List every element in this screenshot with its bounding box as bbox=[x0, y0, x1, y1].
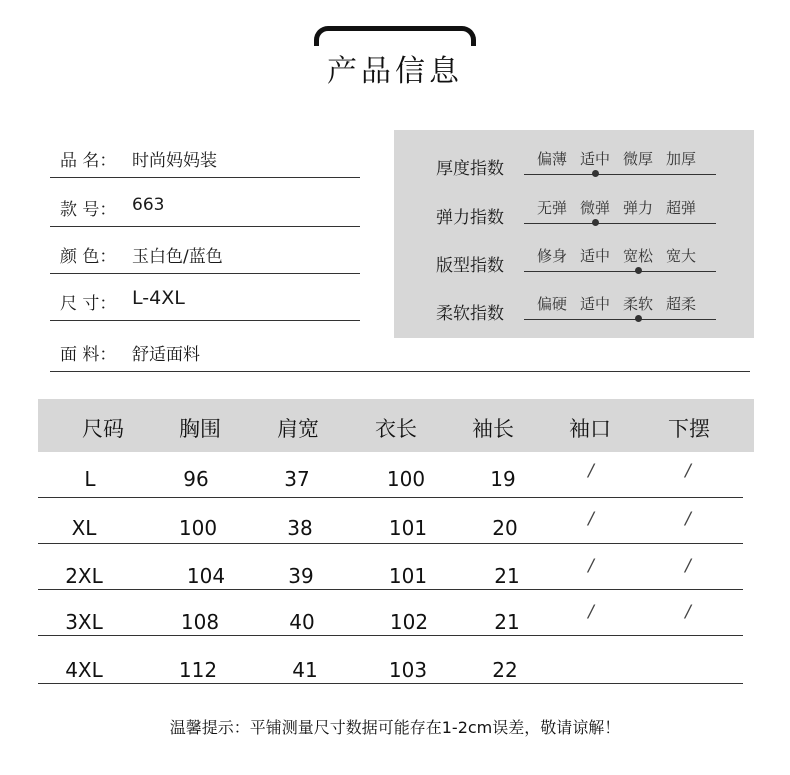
index-option: 超柔 bbox=[666, 295, 697, 313]
index-row-fit bbox=[394, 227, 754, 275]
index-scale-line bbox=[524, 174, 716, 175]
cell-size: L bbox=[84, 467, 96, 491]
info-label: 面 料： bbox=[60, 345, 117, 365]
index-row-elasticity bbox=[394, 179, 754, 227]
cell-length: 102 bbox=[389, 610, 429, 634]
cell-sleeve: 19 bbox=[490, 467, 516, 491]
index-option: 适中 bbox=[580, 150, 611, 168]
cell-cuff: / bbox=[588, 461, 594, 481]
cell-length: 101 bbox=[388, 564, 428, 588]
info-label: 款 号： bbox=[60, 200, 117, 220]
index-option: 加厚 bbox=[666, 150, 697, 168]
cell-size: 3XL bbox=[65, 610, 103, 634]
info-value: L-4XL bbox=[132, 287, 185, 309]
index-option: 弹力 bbox=[623, 199, 654, 217]
cell-size: 4XL bbox=[65, 658, 103, 682]
index-option: 适中 bbox=[580, 295, 611, 313]
cell-cuff: / bbox=[588, 602, 594, 622]
measurement-note: 温馨提示：平铺测量尺寸数据可能存在1-2cm误差，敬请谅解！ bbox=[169, 718, 621, 737]
cell-chest: 112 bbox=[178, 658, 218, 682]
cell-length: 101 bbox=[388, 516, 428, 540]
cell-hem: / bbox=[685, 556, 691, 576]
cell-hem: / bbox=[685, 461, 691, 481]
index-row-softness bbox=[394, 275, 754, 323]
index-name: 柔软指数 bbox=[436, 304, 504, 324]
info-label: 颜 色： bbox=[60, 247, 117, 267]
index-option: 宽大 bbox=[666, 247, 697, 265]
column-header: 尺码 bbox=[82, 417, 124, 441]
column-header: 袖长 bbox=[472, 417, 514, 441]
table-row bbox=[38, 544, 743, 590]
index-option: 无弹 bbox=[537, 199, 568, 217]
index-scale-line bbox=[524, 271, 716, 272]
column-header: 下摆 bbox=[668, 417, 710, 441]
cell-sleeve: 21 bbox=[494, 610, 520, 634]
table-row bbox=[38, 638, 743, 684]
index-scale-line bbox=[524, 319, 716, 320]
column-header: 胸围 bbox=[179, 417, 221, 441]
column-header: 肩宽 bbox=[277, 417, 319, 441]
cell-sleeve: 20 bbox=[492, 516, 518, 540]
index-option: 超弹 bbox=[666, 199, 697, 217]
info-row-name bbox=[50, 131, 360, 178]
cell-sleeve: 21 bbox=[494, 564, 520, 588]
index-marker bbox=[592, 170, 599, 177]
column-header: 衣长 bbox=[375, 417, 417, 441]
index-marker bbox=[592, 219, 599, 226]
cell-sleeve: 22 bbox=[492, 658, 518, 682]
cell-chest: 104 bbox=[186, 564, 226, 588]
cell-shoulder: 39 bbox=[288, 564, 314, 588]
info-label: 尺 寸： bbox=[60, 294, 117, 314]
info-value: 舒适面料 bbox=[132, 345, 200, 365]
column-header: 袖口 bbox=[569, 417, 611, 441]
cell-cuff: / bbox=[588, 509, 594, 529]
page-title: 产品信息 bbox=[327, 54, 463, 89]
cell-shoulder: 37 bbox=[284, 467, 310, 491]
cell-length: 100 bbox=[386, 467, 426, 491]
index-option: 适中 bbox=[580, 247, 611, 265]
index-option: 偏薄 bbox=[537, 150, 568, 168]
cell-shoulder: 38 bbox=[287, 516, 313, 540]
cell-size: XL bbox=[71, 516, 97, 540]
cell-chest: 96 bbox=[183, 467, 209, 491]
index-option: 微厚 bbox=[623, 150, 654, 168]
info-label: 品 名： bbox=[60, 151, 117, 171]
table-row bbox=[38, 453, 743, 498]
info-row-style-number bbox=[50, 180, 360, 227]
index-option: 柔软 bbox=[623, 295, 654, 313]
cell-length: 103 bbox=[388, 658, 428, 682]
cell-size: 2XL bbox=[65, 564, 103, 588]
index-marker bbox=[635, 315, 642, 322]
size-table-header bbox=[38, 399, 754, 452]
index-name: 厚度指数 bbox=[436, 159, 504, 179]
index-scale-line bbox=[524, 223, 716, 224]
cell-chest: 100 bbox=[178, 516, 218, 540]
index-name: 弹力指数 bbox=[436, 208, 504, 228]
info-row-size bbox=[50, 274, 360, 321]
cell-cuff: / bbox=[588, 556, 594, 576]
index-option: 偏硬 bbox=[537, 295, 568, 313]
info-value: 663 bbox=[132, 195, 165, 215]
title-decoration bbox=[314, 26, 476, 46]
cell-hem: / bbox=[685, 602, 691, 622]
index-option: 微弹 bbox=[580, 199, 611, 217]
info-value: 时尚妈妈装 bbox=[132, 151, 217, 171]
table-row bbox=[38, 498, 743, 544]
index-row-thickness bbox=[394, 130, 754, 178]
index-option: 宽松 bbox=[623, 247, 654, 265]
cell-shoulder: 41 bbox=[292, 658, 318, 682]
info-value: 玉白色/蓝色 bbox=[132, 247, 223, 267]
index-name: 版型指数 bbox=[436, 256, 504, 276]
index-marker bbox=[635, 267, 642, 274]
cell-hem: / bbox=[685, 509, 691, 529]
info-row-color bbox=[50, 227, 360, 274]
fabric-index-panel bbox=[394, 130, 754, 338]
cell-chest: 108 bbox=[180, 610, 220, 634]
table-row bbox=[38, 590, 743, 636]
index-option: 修身 bbox=[537, 247, 568, 265]
cell-shoulder: 40 bbox=[289, 610, 315, 634]
